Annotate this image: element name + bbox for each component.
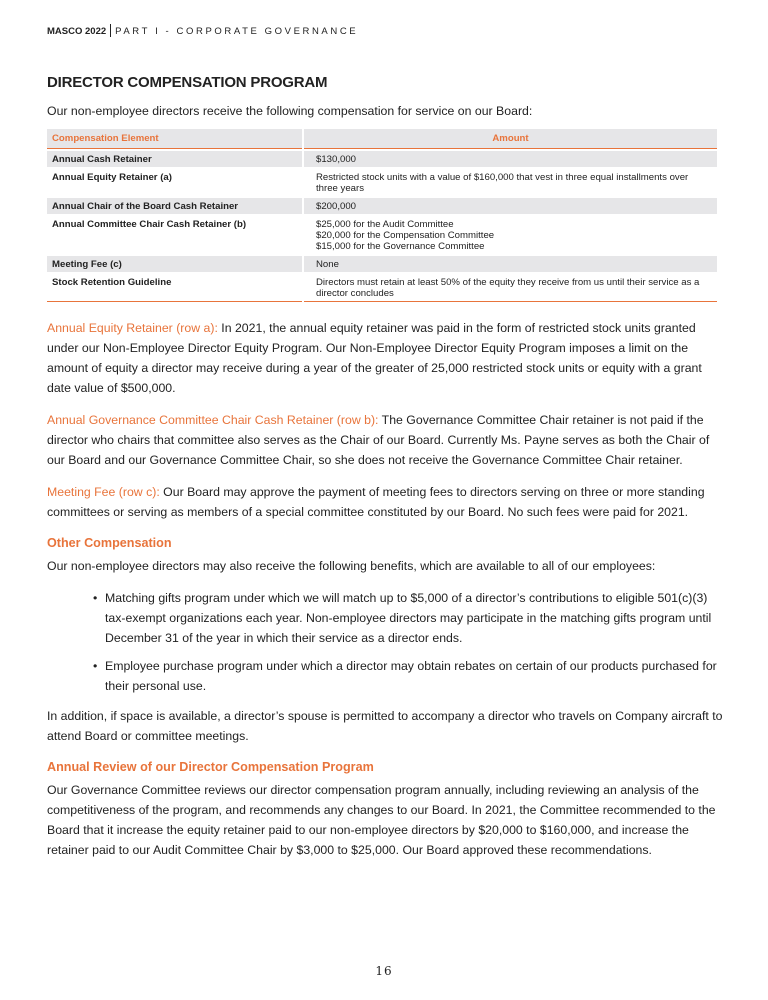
element-cell: Annual Cash Retainer (47, 149, 302, 167)
element-cell: Meeting Fee (c) (47, 254, 302, 272)
footnote-text: Our Board may approve the payment of meeting fees to directors serving on three or more standing committees or serving as members of a special committee constituted by our Board. No such fees were paid for 2021. (47, 485, 705, 519)
amount-line: $15,000 for the Governance Committee (316, 241, 485, 252)
compensation-table (45, 129, 719, 302)
amount-line: $20,000 for the Compensation Committee (316, 230, 495, 241)
footnote-lead: Annual Equity Retainer (row a): (47, 321, 218, 335)
other-compensation-intro: Our non-employee directors may also receive the following benefits, which are available to all of our employees: (47, 559, 656, 573)
column-header-element: Compensation Element (47, 129, 302, 149)
list-item: • Employee purchase program under which a director may obtain rebates on certain of our products purchased for their personal use. (105, 656, 723, 696)
other-compensation-heading: Other Compensation (47, 536, 172, 550)
page-number: 16 (375, 964, 393, 978)
list-item: • Matching gifts program under which we will match up to $5,000 of a director’s contributions to eligible 501(c)(3) tax-exempt organizations each year. Non-employee directors may participate in the matching gifts program until December 31 of the year in which their service as a director ends. (105, 588, 723, 648)
amount-cell (304, 272, 717, 302)
amount-line: $200,000 (316, 201, 357, 212)
amount-line: Restricted stock units with a value of $160,000 that vest in three equal installments over three years (316, 172, 689, 194)
running-header (47, 24, 358, 37)
spouse-travel-text: In addition, if space is available, a director’s spouse is permitted to accompany a director who travels on Company aircraft to attend Board or committee meetings. (47, 709, 723, 743)
amount-cell (304, 254, 717, 272)
column-header-amount: Amount (304, 129, 717, 149)
table-row (47, 272, 717, 302)
amount-line: $130,000 (316, 154, 357, 165)
table-row (47, 214, 717, 254)
footnote-lead: Annual Governance Committee Chair Cash Retainer (row b): (47, 413, 379, 427)
annual-review-heading: Annual Review of our Director Compensation Program (47, 760, 374, 774)
footnote-text: The Governance Committee Chair retainer is not paid if the director who chairs that committee also serves as the Chair of our Board. Currently Ms. Payne serves as both the Chair of our Board and our Governance Committee Chair, so she does not receive the Governance Committee Chair retainer. (47, 413, 710, 467)
page-title: DIRECTOR COMPENSATION PROGRAM (47, 74, 328, 91)
amount-line: None (316, 259, 339, 270)
intro-text: Our non-employee directors receive the following compensation for service on our Board: (47, 104, 533, 118)
table-row (47, 167, 717, 196)
footnote-paragraph (47, 318, 723, 398)
amount-cell (304, 196, 717, 214)
footnote-paragraph (47, 482, 723, 522)
footnote-text: In 2021, the annual equity retainer was paid in the form of restricted stock units granted under our Non-Employee Director Equity Program. Our Non-Employee Director Equity Program imposes a limit on the amount of equity a director may receive during a year of the greater of 25,000 restricted stock units or equity with a grant date value of $500,000. (47, 321, 702, 395)
element-cell: Annual Equity Retainer (a) (47, 167, 302, 196)
benefits-list (47, 588, 723, 696)
amount-line: Directors must retain at least 50% of the equity they receive from us until their service as a director concludes (316, 277, 700, 299)
annual-review-text: Our Governance Committee reviews our director compensation program annually, including reviewing an analysis of the competitiveness of the program, and recommends any changes to our Board. In 2021, the Committee recommended to the Board that it increase the equity retainer paid to our non-employee directors by $20,000 to $160,000, and increase the retainer paid to our Audit Committee Chair by $3,000 to $25,000. Our Board approved these recommendations. (47, 783, 716, 857)
table-row (47, 254, 717, 272)
element-cell: Stock Retention Guideline (47, 272, 302, 302)
amount-cell (304, 214, 717, 254)
table-row (47, 149, 717, 167)
element-cell: Annual Committee Chair Cash Retainer (b) (47, 214, 302, 254)
header-section: PART I - CORPORATE GOVERNANCE (115, 26, 359, 37)
element-cell: Annual Chair of the Board Cash Retainer (47, 196, 302, 214)
header-divider (110, 24, 111, 37)
footnote-paragraph (47, 410, 723, 470)
amount-line: $25,000 for the Audit Committee (316, 219, 454, 230)
amount-cell (304, 167, 717, 196)
header-brand: MASCO 2022 (47, 26, 107, 37)
table-row (47, 196, 717, 214)
amount-cell (304, 149, 717, 167)
footnote-lead: Meeting Fee (row c): (47, 485, 160, 499)
